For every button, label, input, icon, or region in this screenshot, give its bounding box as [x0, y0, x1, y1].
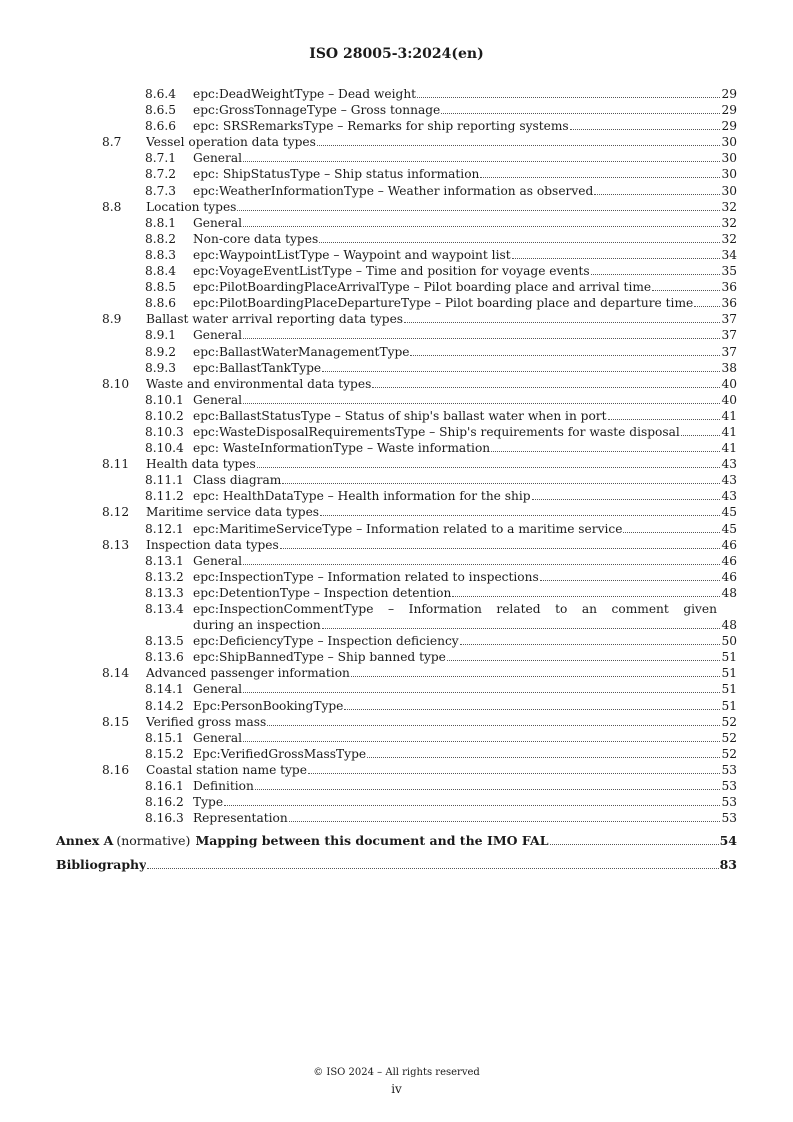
- toc-entry-title: Representation: [193, 811, 288, 826]
- toc-entry-number: 8.11.1: [145, 473, 184, 488]
- toc-entry-number: 8.15.1: [145, 730, 184, 745]
- toc-entry-title-line2: [193, 617, 737, 633]
- toc-entry-page: 37: [721, 312, 737, 327]
- toc-entry-page: 37: [721, 344, 737, 359]
- toc-entry-title: epc:InspectionCommentType – Information related to an comment given: [193, 602, 717, 616]
- toc-entry-title: Waste and environmental data types: [146, 376, 372, 391]
- toc-entry-number: 8.8.3: [145, 247, 177, 262]
- toc-entry-number: 8.8.2: [145, 231, 177, 246]
- dot-leader: [319, 242, 720, 243]
- toc-entry-number: 8.8.6: [145, 296, 177, 311]
- toc-entry-page: 30: [721, 151, 737, 166]
- toc-entry-title: General: [193, 682, 242, 697]
- toc-entry-page: 36: [721, 280, 737, 295]
- toc-entry[interactable]: [56, 521, 737, 537]
- toc-entry-title: Health data types: [146, 457, 256, 472]
- toc-entry-title: epc: ShipStatusType – Ship status information: [193, 167, 480, 182]
- toc-entry[interactable]: [56, 537, 737, 553]
- dot-leader: [243, 564, 720, 565]
- toc-entry-page: 46: [721, 569, 737, 584]
- toc-entry-title: Epc:PersonBookingType: [193, 698, 344, 713]
- toc-entry-title: Epc:VerifiedGrossMassType: [193, 746, 367, 761]
- toc-entry-number: 8.8.1: [145, 215, 177, 230]
- toc-entry[interactable]: [56, 601, 737, 633]
- dot-leader: [512, 258, 720, 259]
- toc-entry-page: 41: [721, 424, 737, 439]
- annex-title: Mapping between this document and the IMO FAL: [195, 833, 549, 849]
- toc-entry-number: 8.10.3: [145, 424, 184, 439]
- toc-entry[interactable]: [56, 134, 737, 150]
- toc-entry-page: 29: [721, 87, 737, 101]
- toc-entry-number: 8.10.4: [145, 441, 184, 456]
- toc-entry-page: 43: [721, 473, 737, 488]
- toc-entry-title: epc: SRSRemarksType – Remarks for ship reporting systems: [193, 119, 569, 134]
- toc-entry-number: 8.13.1: [145, 553, 184, 568]
- toc-entry-page: 40: [721, 392, 737, 407]
- toc-entry-title: epc:BallastStatusType – Status of ship's ballast water when in port: [193, 408, 607, 423]
- toc-entry-number: 8.16: [102, 762, 130, 777]
- toc-entry-page: 32: [721, 199, 737, 214]
- dot-leader: [147, 868, 718, 869]
- toc-entry-page: 29: [721, 119, 737, 134]
- toc-entry-number: 8.13.4: [145, 602, 184, 616]
- toc-entry[interactable]: [56, 665, 737, 681]
- toc-entry-title: General: [193, 730, 242, 745]
- toc-entry-number: 8.10.2: [145, 408, 184, 423]
- dot-leader: [289, 821, 720, 822]
- toc-entry-title-continuation: during an inspection: [193, 618, 321, 633]
- dot-leader: [243, 403, 720, 404]
- toc-entry-number: 8.8: [102, 199, 122, 214]
- dot-leader: [417, 97, 720, 98]
- dot-leader: [243, 226, 720, 227]
- toc-entry-title: epc:InspectionType – Information related to inspections: [193, 569, 539, 584]
- toc-entry[interactable]: [56, 279, 737, 295]
- toc-entry-page: 52: [721, 730, 737, 745]
- dot-leader: [280, 548, 720, 549]
- toc-entry[interactable]: [56, 778, 737, 794]
- toc-entry-page: 29: [721, 103, 737, 118]
- toc-entry[interactable]: [56, 231, 737, 247]
- toc-entry-title: General: [193, 215, 242, 230]
- toc-entry-number: 8.10: [102, 376, 130, 391]
- toc-entry-title: Vessel operation data types: [146, 135, 316, 150]
- toc-entry[interactable]: [56, 585, 737, 601]
- toc-entry-number: 8.9.2: [145, 344, 177, 359]
- toc-entry-title: General: [193, 553, 242, 568]
- toc-entry[interactable]: [56, 199, 737, 215]
- bibliography-page: 83: [719, 857, 737, 873]
- dot-leader: [372, 387, 720, 388]
- toc-entry-page: 50: [721, 634, 737, 649]
- toc-entry-page: 41: [721, 441, 737, 456]
- toc-entry-page: 45: [721, 505, 737, 520]
- dot-leader: [320, 515, 720, 516]
- toc-entry-number: 8.8.5: [145, 280, 177, 295]
- toc-entry[interactable]: [56, 714, 737, 730]
- toc-entry-page: 32: [721, 215, 737, 230]
- dot-leader: [344, 709, 720, 710]
- toc-entry-title: Type: [193, 795, 224, 810]
- toc-entry-number: 8.12.1: [145, 521, 184, 536]
- toc-entry-title: epc:DetentionType – Inspection detention: [193, 585, 452, 600]
- dot-leader: [410, 355, 720, 356]
- toc-entry-title-block: [193, 601, 737, 633]
- toc-entry-title: Ballast water arrival reporting data types: [146, 312, 404, 327]
- table-of-contents: [56, 86, 737, 877]
- toc-entry[interactable]: [56, 794, 737, 810]
- toc-entry-title: epc:BallastTankType: [193, 360, 322, 375]
- dot-leader: [243, 161, 720, 162]
- toc-entries: [56, 86, 737, 826]
- toc-entry-number: 8.10.1: [145, 392, 184, 407]
- toc-entry-title: Location types: [146, 199, 237, 214]
- dot-leader: [308, 773, 720, 774]
- toc-entry-number: 8.7.1: [145, 151, 177, 166]
- toc-entry[interactable]: [56, 698, 737, 714]
- toc-entry[interactable]: [56, 730, 737, 746]
- copyright-notice: © ISO 2024 – All rights reserved: [313, 1067, 480, 1078]
- toc-entry-page: 30: [721, 135, 737, 150]
- toc-entry-number: 8.13.2: [145, 569, 184, 584]
- toc-entry-title: epc:WaypointListType – Waypoint and waypoint list: [193, 247, 511, 262]
- toc-entry[interactable]: [56, 504, 737, 520]
- toc-entry-number: 8.6.6: [145, 119, 177, 134]
- dot-leader: [550, 844, 719, 845]
- toc-entry-number: 8.13.3: [145, 585, 184, 600]
- dot-leader: [257, 467, 720, 468]
- dot-leader: [447, 660, 720, 661]
- dot-leader: [267, 725, 720, 726]
- toc-entry[interactable]: [56, 408, 737, 424]
- toc-entry-number: 8.13.6: [145, 650, 184, 665]
- toc-entry-title: epc:VoyageEventListType – Time and position for voyage events: [193, 264, 590, 279]
- toc-entry-title: Maritime service data types: [146, 505, 320, 520]
- bibliography-title: Bibliography: [56, 857, 147, 873]
- toc-entry[interactable]: [56, 118, 737, 134]
- toc-entry-title: General: [193, 151, 242, 166]
- toc-entry[interactable]: [56, 376, 737, 392]
- toc-entry-page: 51: [721, 698, 737, 713]
- toc-entry[interactable]: [56, 183, 737, 199]
- dot-leader: [608, 419, 720, 420]
- dot-leader: [441, 113, 720, 114]
- toc-entry[interactable]: [56, 746, 737, 762]
- toc-entry-number: 8.7: [102, 135, 122, 150]
- dot-leader: [681, 435, 720, 436]
- dot-leader: [224, 805, 720, 806]
- dot-leader: [282, 483, 720, 484]
- dot-leader: [243, 692, 720, 693]
- toc-entry-page: 40: [721, 376, 737, 391]
- toc-entry-number: 8.13: [102, 537, 130, 552]
- toc-entry-page: 53: [721, 762, 737, 777]
- toc-entry-number: 8.7.3: [145, 183, 177, 198]
- toc-entry-title: epc:MaritimeServiceType – Information related to a maritime service: [193, 521, 623, 536]
- dot-leader: [317, 145, 720, 146]
- toc-entry-page: 37: [721, 328, 737, 343]
- toc-entry[interactable]: [56, 102, 737, 118]
- toc-entry[interactable]: [56, 360, 737, 376]
- dot-leader: [322, 628, 720, 629]
- toc-entry-page: 35: [721, 264, 737, 279]
- toc-entry-page: 52: [721, 714, 737, 729]
- toc-entry[interactable]: [56, 810, 737, 826]
- toc-entry[interactable]: [56, 295, 737, 311]
- document-header: ISO 28005-3:2024(en): [309, 46, 484, 62]
- toc-entry-title: epc:WeatherInformationType – Weather information as observed: [193, 183, 594, 198]
- toc-entry-title: Class diagram: [193, 473, 282, 488]
- toc-entry[interactable]: [56, 150, 737, 166]
- toc-entry-number: 8.14: [102, 666, 130, 681]
- page-footer: [0, 1067, 793, 1096]
- toc-entry-page: 53: [721, 811, 737, 826]
- toc-entry-page: 30: [721, 183, 737, 198]
- dot-leader: [460, 644, 720, 645]
- dot-leader: [480, 177, 720, 178]
- toc-entry[interactable]: [56, 311, 737, 327]
- toc-entry-page: 51: [721, 666, 737, 681]
- toc-entry[interactable]: [56, 440, 737, 456]
- toc-entry-page: 48: [721, 585, 737, 600]
- dot-leader: [255, 789, 720, 790]
- toc-entry-page: 43: [721, 457, 737, 472]
- toc-entry-number: 8.15: [102, 714, 130, 729]
- toc-entry[interactable]: [56, 424, 737, 440]
- toc-entry-page: 51: [721, 682, 737, 697]
- dot-leader: [594, 194, 720, 195]
- toc-entry-page: 46: [721, 553, 737, 568]
- toc-entry-page: 36: [721, 296, 737, 311]
- toc-entry[interactable]: [56, 553, 737, 569]
- toc-entry[interactable]: [56, 166, 737, 182]
- toc-entry[interactable]: [56, 633, 737, 649]
- dot-leader: [491, 451, 720, 452]
- toc-entry-bibliography[interactable]: [56, 853, 737, 877]
- dot-leader: [322, 371, 720, 372]
- toc-entry[interactable]: [56, 327, 737, 343]
- toc-entry-number: 8.6.5: [145, 103, 177, 118]
- toc-entry-title: Inspection data types: [146, 537, 279, 552]
- dot-leader: [532, 499, 720, 500]
- toc-entry-page: 46: [721, 537, 737, 552]
- toc-entry-page: 43: [721, 489, 737, 504]
- toc-entry-number: 8.16.3: [145, 811, 184, 826]
- toc-entry[interactable]: [56, 344, 737, 360]
- toc-entry-number: 8.14.1: [145, 682, 184, 697]
- toc-entry-number: 8.9: [102, 312, 122, 327]
- toc-entry-page: 30: [721, 167, 737, 182]
- toc-entry-page: 53: [721, 779, 737, 794]
- toc-entry-title: epc:PilotBoardingPlaceDepartureType – Pilot boarding place and departure time: [193, 296, 694, 311]
- toc-entry-title: General: [193, 392, 242, 407]
- toc-entry-number: 8.13.5: [145, 634, 184, 649]
- toc-entry-title: epc: WasteInformationType – Waste information: [193, 441, 491, 456]
- annex-label: Annex A: [56, 833, 114, 849]
- toc-entry-number: 8.7.2: [145, 167, 177, 182]
- dot-leader: [237, 210, 720, 211]
- toc-entry-number: 8.9.3: [145, 360, 177, 375]
- toc-entry-title: Advanced passenger information: [146, 666, 350, 681]
- toc-entry-number: 8.12: [102, 505, 130, 520]
- toc-entry[interactable]: [56, 488, 737, 504]
- dot-leader: [404, 322, 720, 323]
- toc-entry-number: 8.16.2: [145, 795, 184, 810]
- toc-entry-number: 8.14.2: [145, 698, 184, 713]
- toc-entry-title: epc:GrossTonnageType – Gross tonnage: [193, 103, 441, 118]
- dot-leader: [351, 676, 720, 677]
- toc-entry-title: epc:PilotBoardingPlaceArrivalType – Pilot boarding place and arrival time: [193, 280, 652, 295]
- toc-entry-title: General: [193, 328, 242, 343]
- toc-entry-page: 48: [721, 618, 737, 633]
- toc-entry-title: Coastal station name type: [146, 762, 307, 777]
- toc-entry[interactable]: [56, 86, 737, 102]
- dot-leader: [591, 274, 720, 275]
- toc-entry-number: 8.11.2: [145, 489, 184, 504]
- dot-leader: [540, 580, 720, 581]
- toc-entry-page: 32: [721, 231, 737, 246]
- toc-entry-page: 51: [721, 650, 737, 665]
- toc-entry-title: epc:WasteDisposalRequirementsType – Ship's requirements for waste disposal: [193, 424, 680, 439]
- toc-entry[interactable]: [56, 456, 737, 472]
- toc-entry-number: 8.11: [102, 457, 130, 472]
- toc-entry-number: 8.6.4: [145, 87, 177, 101]
- toc-entry-title: Non-core data types: [193, 231, 319, 246]
- toc-entry[interactable]: [56, 472, 737, 488]
- toc-entry[interactable]: [56, 392, 737, 408]
- toc-entry-annex-a[interactable]: [56, 828, 737, 853]
- toc-entry-page: 52: [721, 746, 737, 761]
- toc-entry-page: 53: [721, 795, 737, 810]
- toc-entry-page: 41: [721, 408, 737, 423]
- toc-entry[interactable]: [56, 263, 737, 279]
- dot-leader: [243, 741, 720, 742]
- toc-entry[interactable]: [56, 215, 737, 231]
- toc-entry-number: 8.16.1: [145, 779, 184, 794]
- dot-leader: [652, 290, 720, 291]
- page-number: iv: [391, 1082, 402, 1096]
- dot-leader: [367, 757, 720, 758]
- toc-entry-title: Verified gross mass: [146, 714, 267, 729]
- toc-entry[interactable]: [56, 649, 737, 665]
- toc-entry[interactable]: [56, 569, 737, 585]
- annex-qualifier: (normative): [116, 833, 191, 849]
- dot-leader: [623, 532, 720, 533]
- toc-entry[interactable]: [56, 247, 737, 263]
- toc-entry-title: epc:ShipBannedType – Ship banned type: [193, 650, 446, 665]
- toc-entry-page: 38: [721, 360, 737, 375]
- toc-entry-title: epc: HealthDataType – Health information for the ship: [193, 489, 531, 504]
- toc-entry[interactable]: [56, 762, 737, 778]
- dot-leader: [243, 338, 720, 339]
- toc-entry-page: 45: [721, 521, 737, 536]
- toc-entry[interactable]: [56, 681, 737, 697]
- toc-entry-number: 8.9.1: [145, 328, 177, 343]
- toc-entry-title: epc:BallastWaterManagementType: [193, 344, 410, 359]
- dot-leader: [570, 129, 720, 130]
- toc-entry-title: epc:DeficiencyType – Inspection deficiency: [193, 634, 459, 649]
- toc-entry-title: Definition: [193, 779, 254, 794]
- toc-entry-number: 8.15.2: [145, 746, 184, 761]
- annex-page: 54: [719, 833, 737, 849]
- dot-leader: [694, 306, 720, 307]
- toc-entry-number: 8.8.4: [145, 264, 177, 279]
- toc-entry-title: epc:DeadWeightType – Dead weight: [193, 87, 417, 101]
- dot-leader: [452, 596, 720, 597]
- toc-entry-page: 34: [721, 247, 737, 262]
